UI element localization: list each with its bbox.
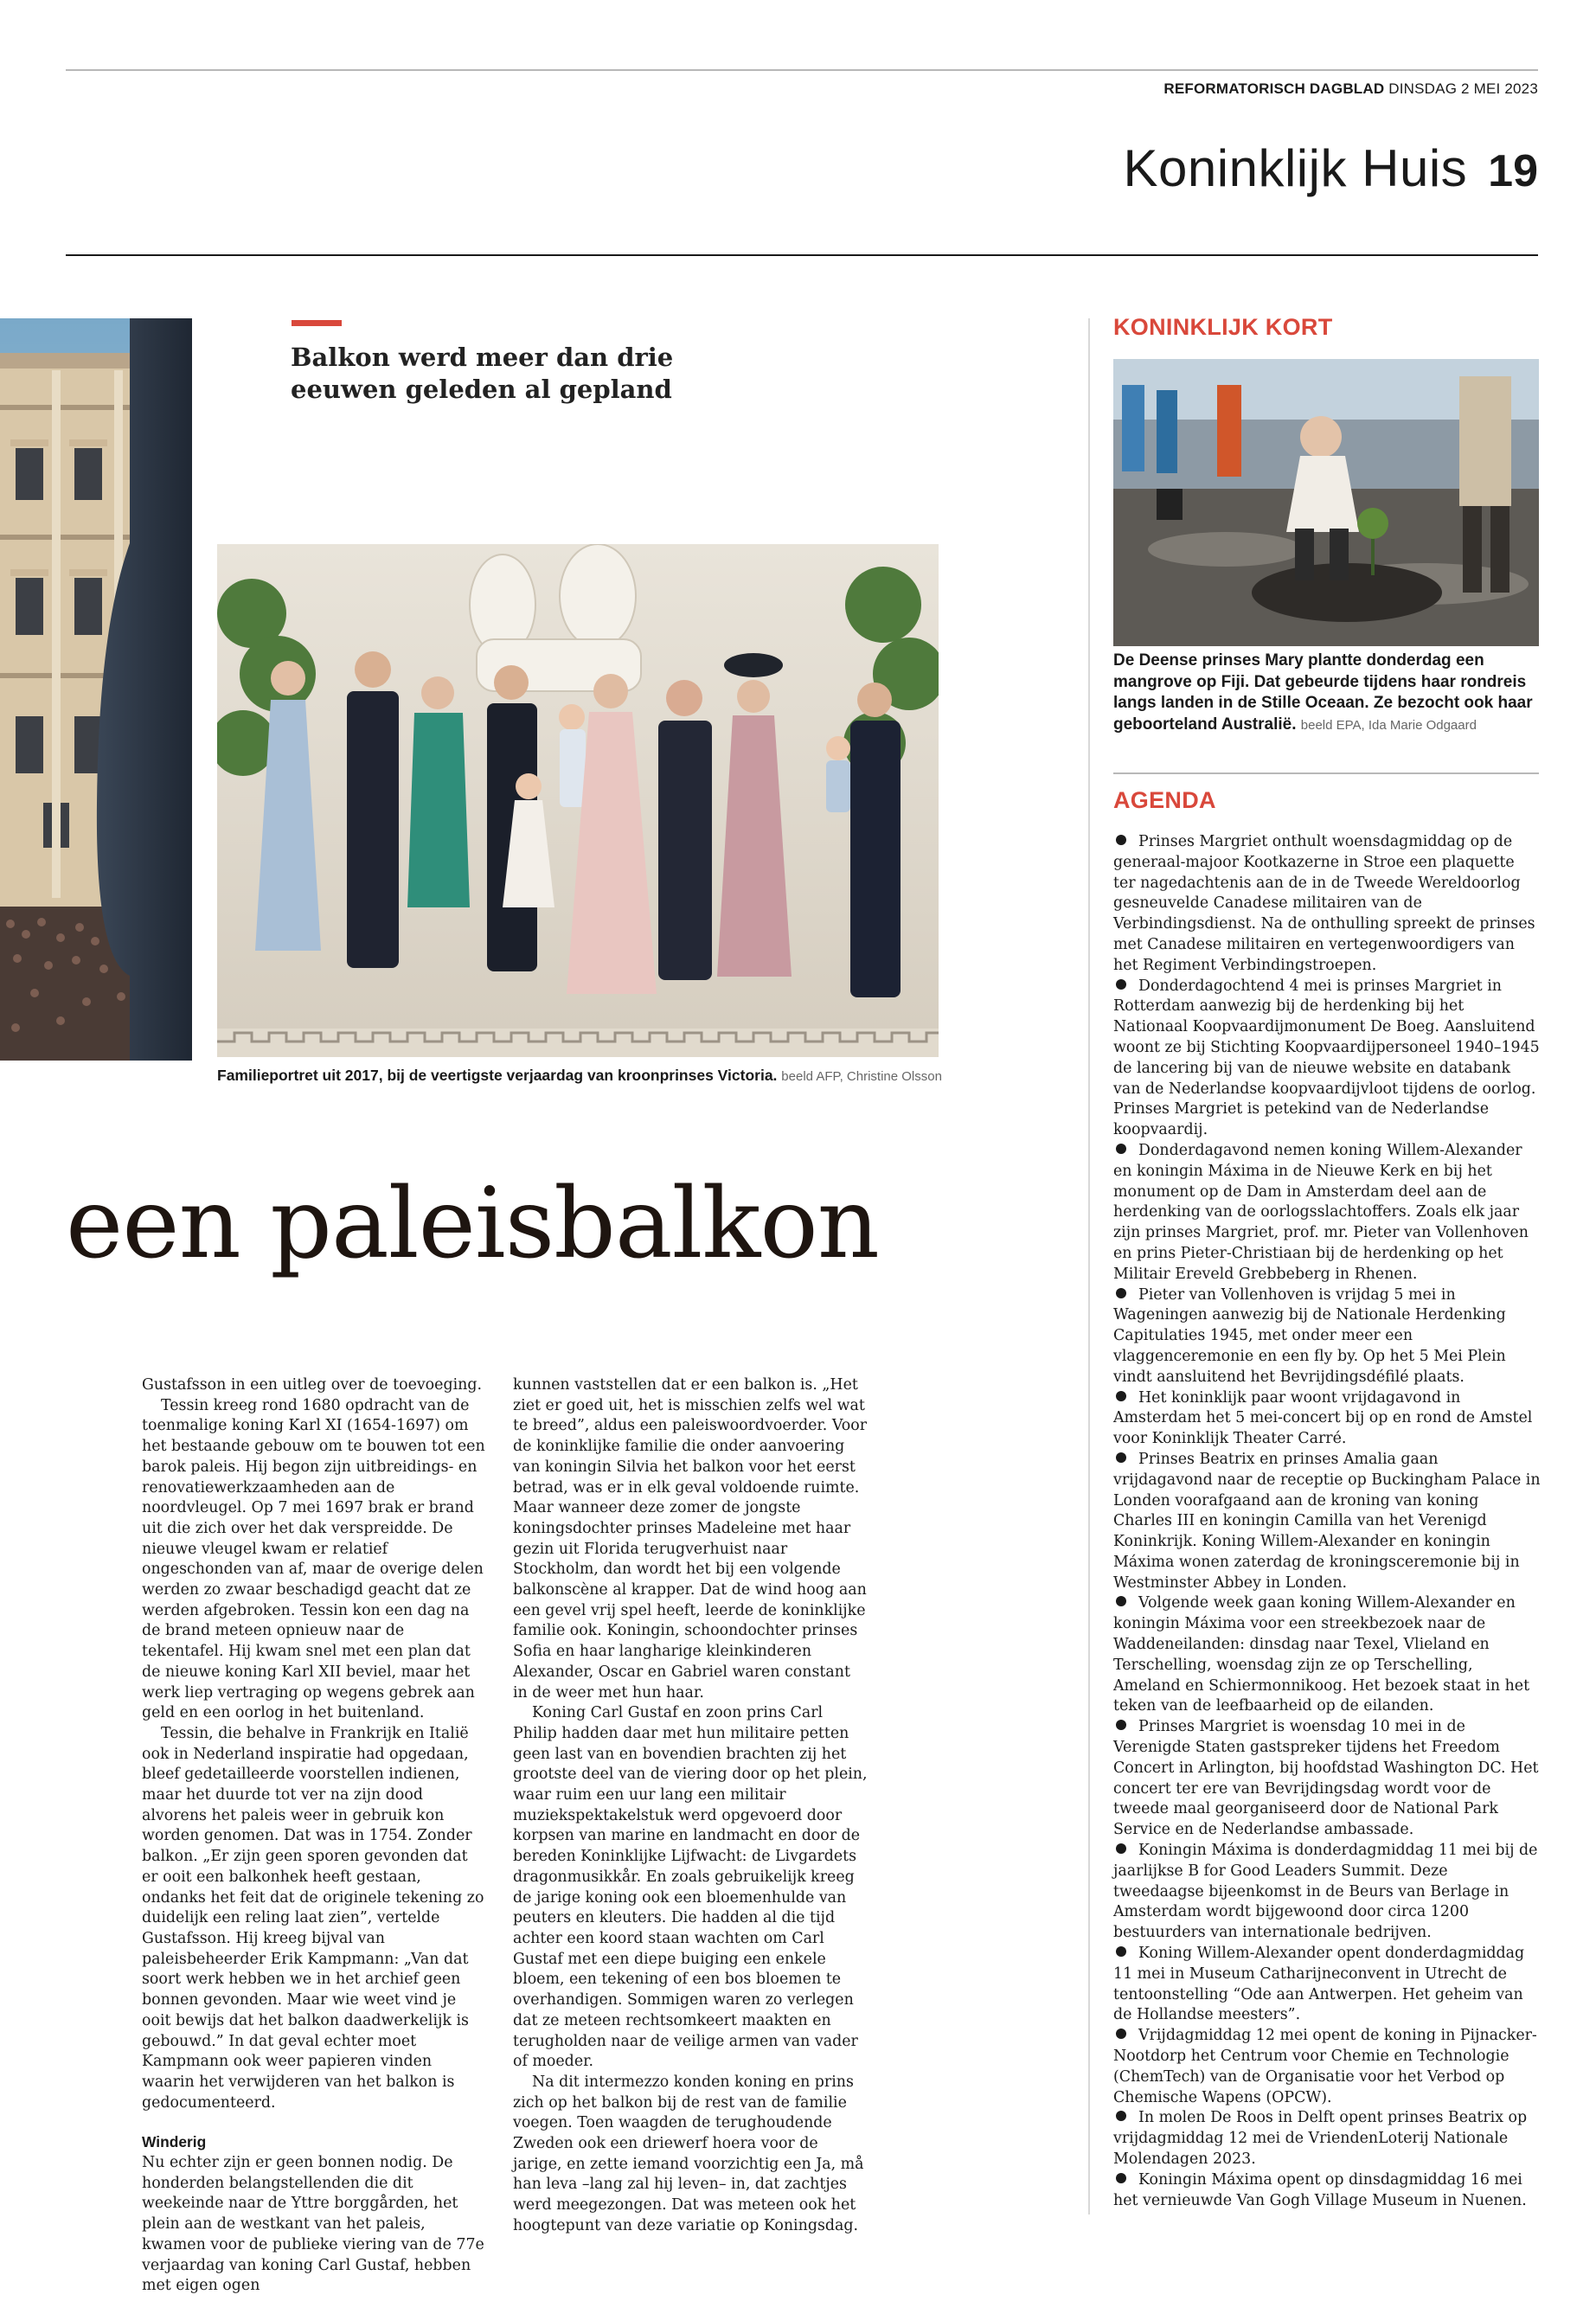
agenda-item bbox=[1113, 1944, 1541, 2026]
bullet-icon bbox=[1116, 1288, 1126, 1298]
bullet-icon bbox=[1116, 835, 1126, 845]
agenda-item-text: Koningin Máxima opent op dinsdagmiddag 16 mei het vernieuwde Van Gogh Village Museum in Nuenen. bbox=[1113, 2170, 1527, 2209]
section-title bbox=[1124, 138, 1539, 198]
col1-paragraph-2: Tessin kreeg rond 1680 opdracht van de toenmalige koning Karl XI (1654-1697) om het bestaande gebouw om te bouwen tot een barok paleis. Hij begon zijn uitbreidings- en renovatiewerkzaamheden aan de noordvleugel. Op 7 mei 1697 brak er brand uit die zich over het dak verspreidde. De nieuwe vleugel kwam er relatief ongeschonden van af, maar de overige delen werden zo zwaar beschadigd geacht dat ze werden afgebroken. Tessin kon een dag na de brand meteen opnieuw naar de tekentafel. Hij kwam snel met een plan dat de nieuwe koning Karl XII beviel, maar het werk liep vertraging op wegens gebrek aan geld en een oorlog in het buitenland. bbox=[142, 1396, 485, 1722]
agenda-item bbox=[1113, 1388, 1541, 1450]
agenda-item bbox=[1113, 1593, 1541, 1717]
agenda-heading: AGENDA bbox=[1113, 787, 1216, 813]
masthead bbox=[1163, 80, 1538, 98]
rail-rule bbox=[1113, 772, 1539, 774]
mangrove-caption-credit: beeld EPA, Ida Marie Odgaard bbox=[1300, 717, 1477, 733]
col1-subhead: Winderig bbox=[142, 2133, 207, 2151]
family-caption-text: Familieportret uit 2017, bij de veertigste verjaardag van kroonprinses Victoria. bbox=[217, 1067, 778, 1084]
family-photo-caption bbox=[217, 1066, 944, 1086]
family-caption-credit: beeld AFP, Christine Olsson bbox=[781, 1069, 942, 1084]
mangrove-caption-text: De Deense prinses Mary plantte donderdag een mangrove op Fiji. Dat gebeurde tijdens haar rondreis langs landen in de Stille Oceaan. Ze bezocht ook haar geboorteland Australië. bbox=[1113, 651, 1533, 734]
agenda-item bbox=[1113, 2026, 1541, 2108]
agenda-item bbox=[1113, 1141, 1541, 1285]
mangrove-planting-photo bbox=[1113, 359, 1539, 646]
masthead-date: DINSDAG 2 MEI 2023 bbox=[1388, 80, 1538, 97]
bullet-icon bbox=[1116, 2173, 1126, 2183]
page-number: 19 bbox=[1488, 146, 1538, 196]
agenda-item-text: Prinses Beatrix en prinses Amalia gaan vrijdagavond naar de receptie op Buckingham Palace in Londen voorafgaand aan de kroning van koning Charles III en koningin Camilla van het Verenigd Koninkrijk. Koning Willem-Alexander en koningin Máxima wonen zaterdag de kroningsceremonie bij in Westminster Abbey in Londen. bbox=[1113, 1450, 1541, 1592]
bullet-icon bbox=[1116, 1720, 1126, 1730]
headline: een paleisbalkon bbox=[66, 1168, 879, 1280]
agenda-item-text: Koningin Máxima is donderdagmiddag 11 mei bij de jaarlijkse B for Good Leaders Summit. Deze tweedaagse bijeenkomst in de Beurs van Berlage in Amsterdam wordt bijgewoond door circa 1200 bestuurders van internationale bedrijven. bbox=[1113, 1842, 1538, 1942]
col1-paragraph-3: Tessin, die behalve in Frankrijk en Italië ook in Nederland inspiratie had opgedaan, bleef gedetailleerde voorstellen indienen, maar het duurde tot ver na zijn dood alvorens het paleis weer in gebruik kon worden genomen. Dat was in 1754. Zonder balkon. „Er zijn geen sporen gevonden dat er ooit een balkonhek heeft gestaan, ondanks het feit dat de originele tekening zo duidelijk een reling laat zien”, vertelde Gustafsson. Hij kreeg bijval van paleisbeheerder Erik Kampmann: „Van dat soort werk hebben we in het archief geen bonnen gevonden. Maar wie weet vind je ooit bewijs dat het balkon daadwerkelijk is gebouwd.” In dat geval echter moet Kampmann ook weer papieren vinden waarin het verwijderen van het balkon is gedocumenteerd. bbox=[142, 1724, 484, 2112]
bullet-icon bbox=[1116, 979, 1126, 990]
agenda-item bbox=[1113, 832, 1541, 977]
article-column-2 bbox=[513, 1375, 868, 2237]
agenda-item-text: Pieter van Vollenhoven is vrijdag 5 mei in Wageningen aanwezig bij de Nationale Herdenking Capitulaties 1945, met onder meer een vlaggenceremonie en een fly by. Op het 5 Mei Plein vindt aansluitend het Bevrijdingsdéfilé plaats. bbox=[1113, 1285, 1506, 1386]
bullet-icon bbox=[1116, 2111, 1126, 2121]
col2-paragraph-3: Na dit intermezzo konden koning en prins zich op het balkon bij de rest van de familie voegen. Toen waagden de terughoudende Zweden ook een driewerf hoera voor de jarige, en zette iemand voorzichtig een Ja, må han leva –lang zal hij leven– in, dat zachtjes werd meegezongen. Dat was meteen ook het hoogtepunt van deze variatie op Koningsdag. bbox=[513, 2073, 864, 2234]
agenda-item-text: Volgende week gaan koning Willem-Alexander en koningin Máxima voor een streekbezoek naar de Waddeneilanden: dinsdag naar Texel, Vlieland en Terschelling, woensdag zijn ze op Terschelling, Ameland en Schiermonnikoog. Het bezoek staat in het teken van de leefbaarheid op de eilanden. bbox=[1113, 1594, 1530, 1715]
agenda-item bbox=[1113, 1450, 1541, 1594]
section-name: Koninklijk Huis bbox=[1123, 139, 1468, 197]
bullet-icon bbox=[1116, 1391, 1126, 1401]
palace-photo bbox=[0, 318, 192, 1061]
bullet-icon bbox=[1116, 2029, 1126, 2039]
col1-paragraph-4: Nu echter zijn er geen bonnen nodig. De honderden belangstellenden die dit weekeinde naar de Yttre borggården, het plein aan de westkant van het paleis, kwamen voor de publieke viering van de 77e verjaardag van koning Carl Gustaf, hebben met eigen ogen bbox=[142, 2154, 484, 2295]
agenda-item bbox=[1113, 1285, 1541, 1388]
pullquote: Balkon werd meer dan drie eeuwen geleden al gepland bbox=[291, 343, 674, 404]
section-rule bbox=[66, 254, 1538, 256]
agenda-item-text: In molen De Roos in Delft opent prinses Beatrix op vrijdagmiddag 12 mei de VriendenLoterij Nationale Molendagen 2023. bbox=[1113, 2109, 1528, 2168]
agenda-item-text: Koning Willem-Alexander opent donderdagmiddag 11 mei in Museum Catharijneconvent in Utrecht de tentoonstelling “Ode aan Antwerpen. Het geheim van de Hollandse meesters”. bbox=[1113, 1945, 1525, 2024]
agenda-item bbox=[1113, 2108, 1541, 2170]
agenda-item bbox=[1113, 1717, 1541, 1841]
col2-paragraph-1: kunnen vaststellen dat er een balkon is. „Het ziet er goed uit, het is misschien zelfs wel wat te breed”, aldus een paleiswoordvoerder. Voor de koninklijke familie die onder aanvoering van koningin Silvia het balkon voor het eerst betrad, was er in elk geval voldoende ruimte. Maar wanneer deze zomer de jongste koningsdochter prinses Madeleine met haar gezin uit Florida terugverhuist naar Stockholm, dan wordt het bij een volgende balkonscène al krapper. Dat de wind hoog aan een gevel vrij spel heeft, leerde de koninklijke familie ook. Koningin, schoondochter prinses Sofia en haar langharige kleinkinderen Alexander, Oscar en Gabriel waren constant in de weer met hun haar. bbox=[513, 1376, 868, 1702]
kort-heading: KONINKLIJK KORT bbox=[1113, 314, 1333, 340]
agenda-item bbox=[1113, 977, 1541, 1141]
agenda-item-text: Donderdagochtend 4 mei is prinses Margriet in Rotterdam aanwezig bij de herdenking bij het Nationaal Koopvaardijmonument De Boeg. Aansluitend woont ze bij Stichting Koopvaardijpersoneel 1940–1945 de lancering bij van de nieuwe website en databank van de Nederlandse koopvaardijvloot tijdens de oorlog. Prinses Margriet is petekind van de Nederlandse koopvaardij. bbox=[1113, 977, 1540, 1139]
bullet-icon bbox=[1116, 1946, 1126, 1957]
family-portrait-photo bbox=[217, 544, 939, 1057]
agenda-item bbox=[1113, 2170, 1541, 2212]
agenda-item bbox=[1113, 1841, 1541, 1944]
col2-paragraph-2: Koning Carl Gustaf en zoon prins Carl Philip hadden daar met hun militaire petten geen last van en bovendien brachten zij het grootste deel van de viering door op het plein, waar ruim een uur lang een militair muziekspektakelstuk werd opgevoerd door korpsen van marine en landmacht en door de bereden Koninklijke Lijfwacht: de Livgardets dragonmusikkår. En zoals gebruikelijk kreeg de jarige koning ook een bloemenhulde van peuters en kleuters. Die hadden al die tijd achter een koord staan wachten om Carl Gustaf met een diepe buiging een enkele bloem, een tekening of een bos bloemen te overhandigen. Sommigen waren zo verlegen dat ze meteen rechtsomkeert maakten en terugholden naar de veilige armen van vader of moeder. bbox=[513, 1704, 868, 2071]
pullquote-accent-bar bbox=[292, 320, 342, 326]
top-rule bbox=[66, 69, 1538, 71]
bullet-icon bbox=[1116, 1596, 1126, 1606]
article-column-1 bbox=[142, 1375, 488, 2297]
agenda-list bbox=[1113, 832, 1541, 2211]
agenda-item-text: Donderdagavond nemen koning Willem-Alexander en koningin Máxima in de Nieuwe Kerk en bij het monument op de Dam in Amsterdam deel aan de herdenking van de oorlogsslachtoffers. Zoals elk jaar zijn prinses Margriet, prof. mr. Pieter van Vollenhoven en prins Pieter-Christiaan bij de herdenking op het Militair Ereveld Grebbeberg in Rhenen. bbox=[1113, 1141, 1529, 1283]
bullet-icon bbox=[1116, 1843, 1126, 1854]
bullet-icon bbox=[1116, 1144, 1126, 1154]
col1-paragraph-1: Gustafsson in een uitleg over de toevoeging. bbox=[142, 1376, 482, 1394]
mangrove-caption bbox=[1113, 651, 1539, 736]
rail-divider bbox=[1088, 318, 1090, 2214]
agenda-item-text: Prinses Margriet is woensdag 10 mei in de Verenigde Staten gastspreker tijdens het Freedom Concert in Arlington, bij hoofdstad Washington DC. Het concert ter ere van Bevrijdingsdag wordt voor de tweede maal georganiseerd door de National Park Service en de Nederlandse ambassade. bbox=[1113, 1718, 1539, 1839]
bullet-icon bbox=[1116, 1452, 1126, 1463]
agenda-item-text: Het koninklijk paar woont vrijdagavond in Amsterdam het 5 mei-concert bij op en rond de Amstel voor Koninklijk Theater Carré. bbox=[1113, 1388, 1533, 1448]
masthead-paper: REFORMATORISCH DAGBLAD bbox=[1163, 80, 1385, 97]
agenda-item-text: Vrijdagmiddag 12 mei opent de koning in Pijnacker-Nootdorp het Centrum voor Chemie en Technologie (ChemTech) van de Organisatie voor het Verbod op Chemische Wapens (OPCW). bbox=[1113, 2027, 1537, 2106]
agenda-item-text: Prinses Margriet onthult woensdagmiddag op de generaal-majoor Kootkazerne in Stroe een plaquette ter nagedachtenis aan de in de Tweede Wereldoorlog gesneuvelde Canadese militairen van de Verbindingsdienst. Na de onthulling spreekt de prinses met Canadese militairen en vertegenwoordigers van het Regiment Verbindingstroepen. bbox=[1113, 833, 1535, 974]
